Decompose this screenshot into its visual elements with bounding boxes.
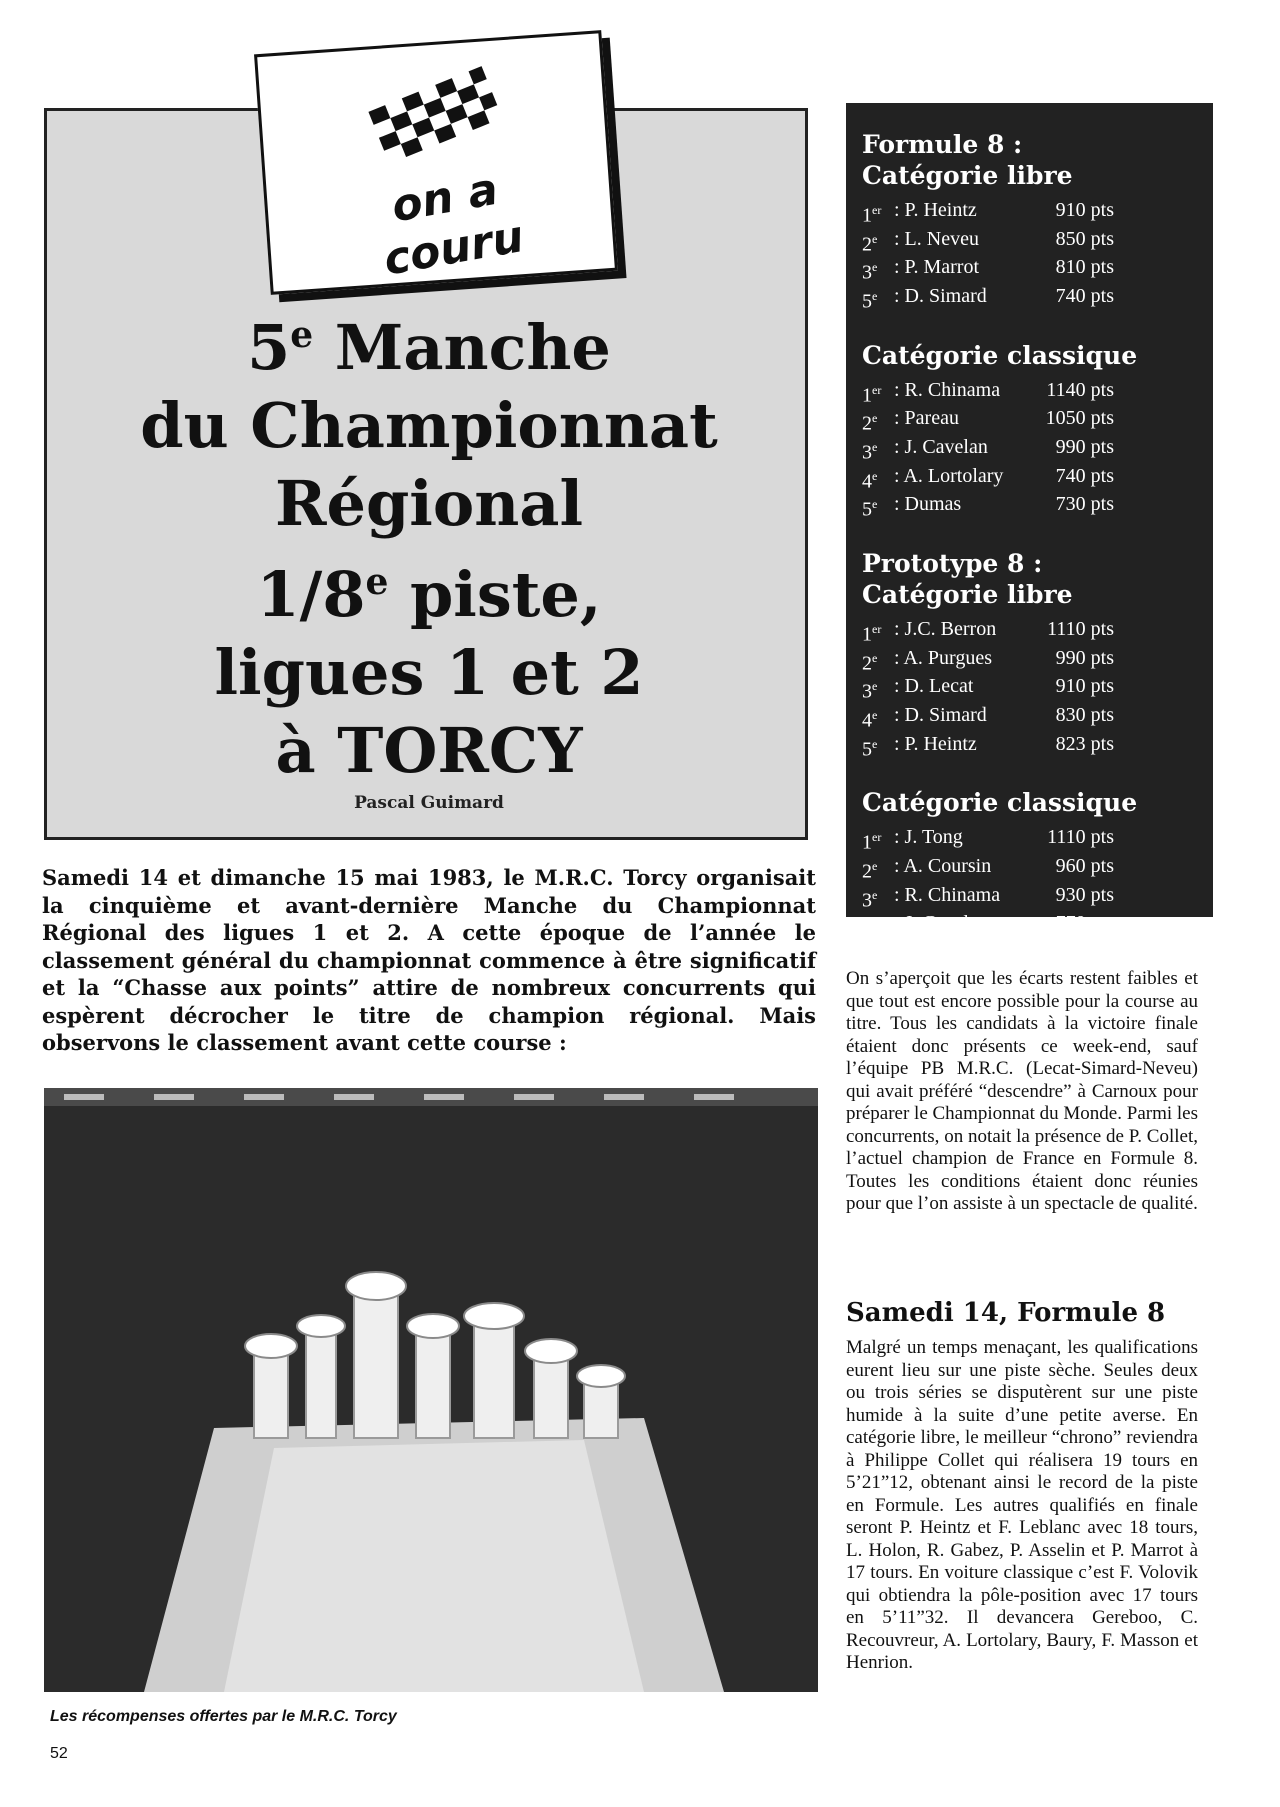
results-panel bbox=[846, 103, 1213, 969]
results-section bbox=[862, 548, 1197, 761]
results-heading: Prototype 8 : bbox=[862, 548, 1043, 578]
trophies-photo bbox=[44, 1088, 818, 1692]
result-row: 1er : J. Tong 1110 pts bbox=[862, 826, 1114, 854]
column-paragraph-2: Malgré un temps menaçant, les qualifications eurent lieu sur une piste sèche. Seules deux ou trois séries se disputèrent sur une piste humide à la suite d’une petite averse. En catégorie libre, le meilleur “chrono” reviendra à Philippe Collet qui réalisera 19 tours en 5’21”12, obtenant ainsi le record de la piste en Formule. Les autres qualifiés en finale seront P. Heintz et F. Leblanc avec 18 tours, L. Holon, R. Gabez, P. Asselin et P. Marrot à 17 tours. En voiture classique c’est F. Volovik qui obtiendra la pôle-position avec 17 tours en 5’11”32. Il devancera Gereboo, C. Recouvreur, A. Lortolary, Baury, F. Masson et Henrion. bbox=[846, 1337, 1198, 1673]
results-heading: Catégorie classique bbox=[862, 788, 1138, 818]
result-row: 3e : J. Cavelan 990 pts bbox=[862, 435, 1114, 464]
result-row: 2e : L. Neveu 850 pts bbox=[862, 227, 1114, 256]
result-row: 5e : Dumas 730 pts bbox=[862, 493, 1114, 521]
result-row: 2e : Pareau 1050 pts bbox=[862, 407, 1114, 435]
photo-caption: Les récompenses offertes par le M.R.C. Torcy bbox=[50, 1708, 397, 1725]
result-row: 1er : J.C. Berron 1110 pts bbox=[862, 617, 1114, 646]
results-section bbox=[862, 787, 1197, 969]
author-byline: Pascal Guimard bbox=[354, 793, 504, 813]
result-row: 2e : A. Coursin 960 pts bbox=[862, 854, 1114, 883]
result-row: 5e : D. Simard 740 pts bbox=[862, 284, 1114, 313]
result-row: 3e : P. Marrot 810 pts bbox=[862, 256, 1114, 284]
results-subheading: Catégorie libre bbox=[862, 579, 1073, 609]
result-row: 4e : A. Lortolary 740 pts bbox=[862, 464, 1114, 493]
results-subheading: Catégorie libre bbox=[862, 161, 1073, 190]
section-badge bbox=[254, 30, 618, 295]
results-heading: Catégorie classique bbox=[862, 340, 1138, 370]
result-row: 1er : R. Chinama 1140 pts bbox=[862, 378, 1114, 407]
results-section bbox=[862, 340, 1197, 522]
result-row: 3e : R. Chinama 930 pts bbox=[862, 883, 1114, 912]
result-row: 2e : A. Purgues 990 pts bbox=[862, 646, 1114, 675]
result-row: 4e : J. Cavelan 770 pts bbox=[862, 912, 1114, 940]
section-subheading: Samedi 14, Formule 8 bbox=[846, 1298, 1166, 1328]
page-number: 52 bbox=[50, 1745, 68, 1762]
result-row: 1er : P. Heintz 910 pts bbox=[862, 199, 1114, 227]
results-heading: Formule 8 : bbox=[862, 130, 1023, 159]
trophies-photo-illustration bbox=[44, 1088, 818, 1692]
result-row: 5e : P. Heintz 823 pts bbox=[862, 732, 1114, 761]
column-paragraph-1: On s’aperçoit que les écarts restent faibles et que tout est encore possible pour la course au titre. Tous les candidats à la victoire finale étaient donc présents ce week-end, sauf l’équipe PB M.R.C. (Lecat-Simard-Neveu) qui avait préféré “descendre” à Carnoux pour préparer le Championnat du Monde. Parmi les concurrents, on notait la présence de P. Collet, l’actuel champion de France en Formule 8. Toutes les conditions étaient donc réunies pour que l’on assiste à un spectacle de qualité. bbox=[846, 968, 1198, 1214]
result-row: 4e : D. Simard 830 pts bbox=[862, 703, 1114, 732]
results-section bbox=[862, 129, 1197, 314]
result-row: 3e : D. Lecat 910 pts bbox=[862, 675, 1114, 703]
intro-paragraph: Samedi 14 et dimanche 15 mai 1983, le M.R.C. Torcy organisait la cinquième et avant-dernière Manche du Championnat Régional des ligues 1 et 2. A cette époque de l’année le classement général du championnat commence à être significatif et la “Chasse aux points” attire de nombreux concurrents qui espèrent décrocher le titre de champion régional. Mais observons le classement avant cette course : bbox=[42, 865, 816, 1055]
article-title: 5e Manche du Championnat Régional 1/8e piste, ligues 1 et 2 à TORCY bbox=[140, 311, 718, 787]
badge-label: on a couru bbox=[379, 163, 528, 286]
result-row: 5e : P. Duval 740 pts bbox=[862, 940, 1114, 969]
